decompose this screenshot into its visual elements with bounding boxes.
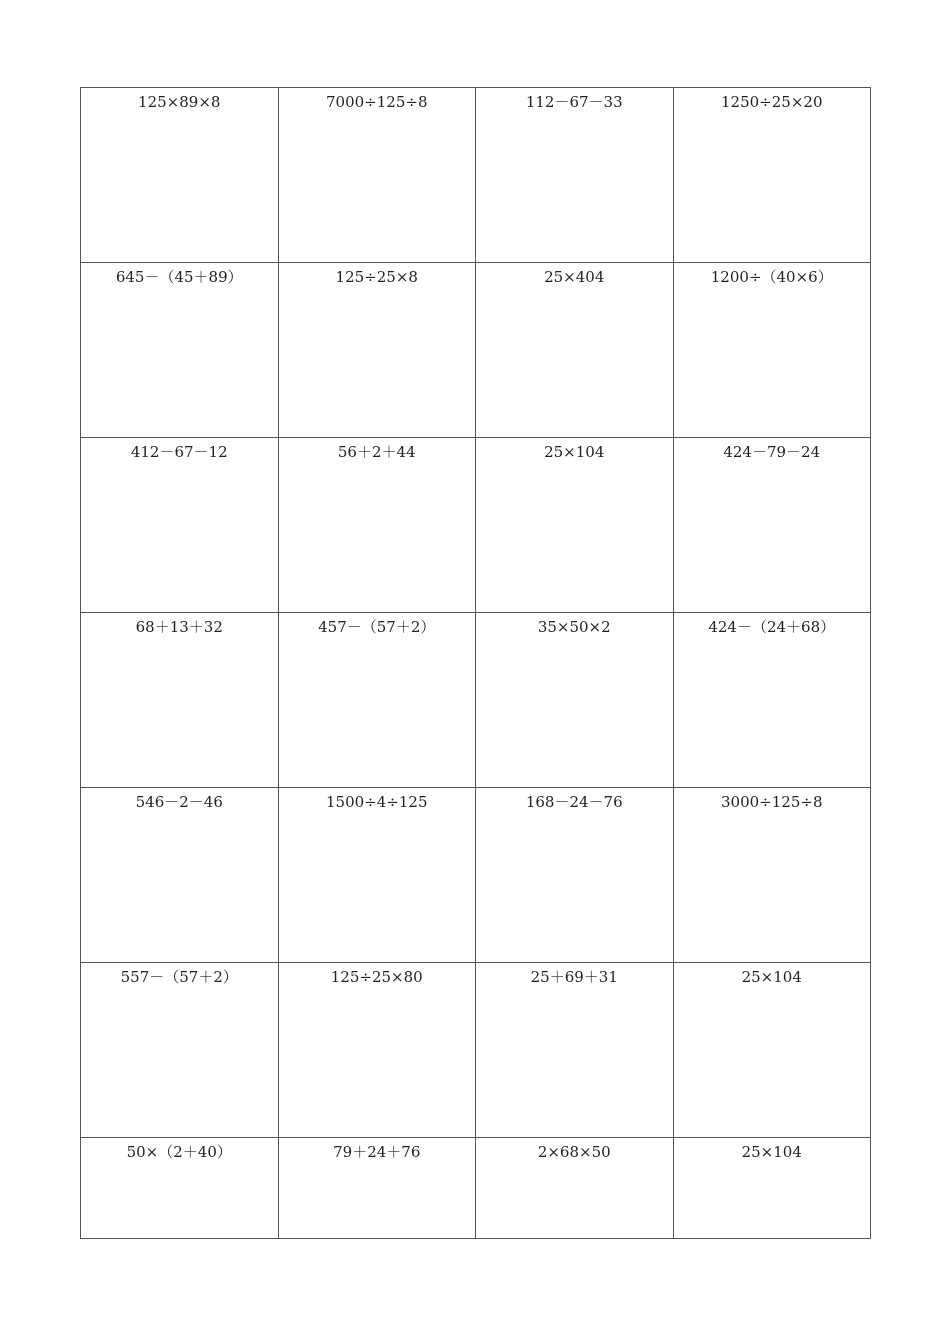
problem-cell: 424－79－24	[673, 438, 871, 613]
problem-cell: 25＋69＋31	[476, 963, 674, 1138]
problem-row	[81, 613, 871, 788]
problem-grid	[80, 87, 871, 1239]
problem-cell: 1250÷25×20	[673, 88, 871, 263]
problem-cell: 25×404	[476, 263, 674, 438]
problem-cell: 50×（2＋40）	[81, 1138, 279, 1239]
problem-cell: 546－2－46	[81, 788, 279, 963]
problem-cell: 79＋24＋76	[278, 1138, 476, 1239]
problem-row	[81, 263, 871, 438]
problem-cell: 25×104	[476, 438, 674, 613]
problem-row	[81, 438, 871, 613]
problem-cell: 25×104	[673, 1138, 871, 1239]
problem-cell: 168－24－76	[476, 788, 674, 963]
problem-row	[81, 788, 871, 963]
problem-cell: 3000÷125÷8	[673, 788, 871, 963]
problem-row	[81, 88, 871, 263]
problem-cell: 2×68×50	[476, 1138, 674, 1239]
problem-cell: 412－67－12	[81, 438, 279, 613]
problem-cell: 112－67－33	[476, 88, 674, 263]
problem-cell: 557－（57＋2）	[81, 963, 279, 1138]
problem-cell: 68＋13＋32	[81, 613, 279, 788]
problem-cell: 125÷25×8	[278, 263, 476, 438]
problem-cell: 424－（24＋68）	[673, 613, 871, 788]
problem-cell: 1500÷4÷125	[278, 788, 476, 963]
problem-row	[81, 963, 871, 1138]
problem-cell: 645－（45＋89）	[81, 263, 279, 438]
problem-cell: 125×89×8	[81, 88, 279, 263]
problem-cell: 56＋2＋44	[278, 438, 476, 613]
problem-cell: 35×50×2	[476, 613, 674, 788]
problem-cell: 1200÷（40×6）	[673, 263, 871, 438]
problem-row	[81, 1138, 871, 1239]
problem-cell: 25×104	[673, 963, 871, 1138]
problem-cell: 7000÷125÷8	[278, 88, 476, 263]
problem-cell: 125÷25×80	[278, 963, 476, 1138]
problem-cell: 457－（57＋2）	[278, 613, 476, 788]
